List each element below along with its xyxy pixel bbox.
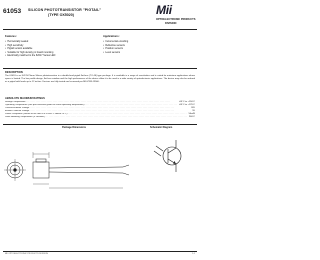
figures-rule [3,124,197,125]
feature-item: • Pigtail version available [5,47,95,51]
footer-rule [3,251,197,252]
rating-value: 50mW [188,113,195,116]
schematic-diagram [150,134,195,184]
applications-heading: Applications: [103,35,120,38]
rating-value: -65°C to +150°C [178,101,195,103]
feature-item: • High sensitivity [5,44,95,48]
features-section [5,35,95,58]
footer-company: MII OPTOELECTRONIC PRODUCTS DIVISION [5,253,48,255]
applications-section [103,35,193,54]
rating-label: Collector-Emitter Voltage . . . [5,107,174,110]
company-logo [156,3,196,27]
features-heading: Features: [5,35,17,38]
application-item: • Reflective sensors [103,44,193,48]
description-heading: DESCRIPTION [5,71,23,74]
application-item: • Level sensors [103,51,193,55]
application-item: • Incremental encoding [103,40,193,44]
applications-list [103,40,193,54]
feature-item: • Suitable for high density pc board mounting [5,51,95,55]
description-text: The 61053 is an N-P-N Planar Silicon phototransistor in a double-lead pigtail flat-lens (TO-46) type package. It is available in a range of sensitivities and is suited for miniature applications where space is limited. The low profile design, flat-lens window and the high performance of the device allow it to be used in a wide variety of optoelectronic applications. The device may also be ordered as a pigtail with leads up to 12 inches. Devices are fully tested and screened per MIL-PRF-19500. [5,75,195,84]
ratings-section [5,97,195,120]
logo-mark: Mii [156,3,172,17]
rating-label: Lead Soldering Temperature (5 seconds) . . . [5,116,187,119]
header-rule [3,29,197,30]
features-list [5,40,95,58]
application-item: • Position sensors [103,47,193,51]
feature-item: • Electrically matched to the 62017 Series LED [5,54,95,58]
footer-page-number: 1-1 [192,253,195,255]
description-section [5,71,195,84]
rating-value: 30V [191,107,195,110]
rating-label: Emitter-Collector Voltage . . . [5,110,174,113]
section-rule [3,68,197,69]
ratings-table [5,101,195,120]
rating-label: Operating Temperature (see part selection guide for actual operating temperature) . . . [5,104,177,107]
title-line-1: SILICON PHOTOTRANSISTOR "PIGTAIL" [28,8,102,12]
package-dimensions-drawing [3,132,143,247]
title-line-2: (TYPE OX5020) [48,13,74,17]
rating-label: Storage Temperature . . . [5,101,170,104]
rating-value: -65°C to +125°C [178,104,195,107]
part-number: 61053 [3,8,22,15]
package-dimensions-heading: Package Dimensions [62,126,86,129]
schematic-heading: Schematic Diagram [150,126,173,129]
rating-row [5,116,195,119]
rating-value: 5V [192,110,195,113]
feature-item: • Hermetically sealed [5,40,95,44]
logo-subtitle: OPTOELECTRONIC PRODUCTS [156,18,196,21]
rating-value: 260°C [188,116,195,119]
ratings-heading: ABSOLUTE MAXIMUM RATINGS [5,97,45,100]
logo-division: DIVISION [165,22,177,25]
rating-label: Power Dissipation (Derate at the rate of 0.5 mW/°C above 25°C) . . . [5,113,187,116]
